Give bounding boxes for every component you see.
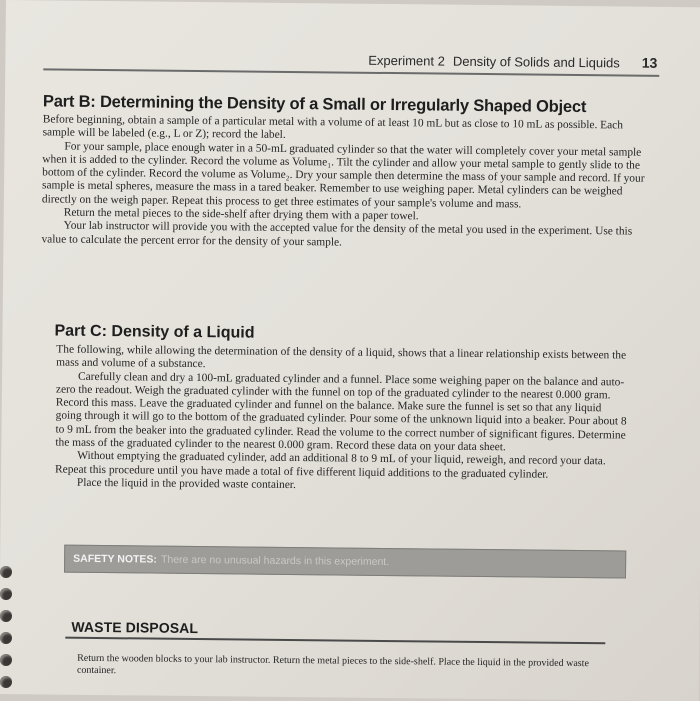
binder-rings — [0, 560, 14, 700]
waste-rule — [65, 637, 605, 645]
binder-ring — [0, 654, 12, 666]
part-c-body — [55, 344, 629, 496]
page-number: 13 — [641, 54, 658, 71]
experiment-label: Experiment 2 — [368, 52, 445, 69]
waste-disposal-text — [77, 653, 617, 683]
waste-paragraph: Return the wooden blocks to your lab instructor. Return the metal pieces to the side-shelf. Place the liquid in the provided waste container. — [76, 652, 589, 677]
running-header — [45, 48, 657, 70]
chapter-title: Density of Solids and Liquids — [452, 53, 620, 71]
part-b-title: Part B: Determining the Density of a Small or Irregularly Shaped Object — [42, 92, 587, 117]
part-b-paragraph: Return the metal pieces to the side-shelf after drying them with a paper towel. — [63, 206, 419, 223]
safety-notes-text: There are no unusual hazards in this experiment. — [160, 553, 390, 569]
part-c-title: Part C: Density of a Liquid — [54, 322, 255, 342]
part-b-paragraph: For your sample, place enough water in a 50-mL graduated cylinder so that the water will completely cover your metal sample when it is added to the cylinder. Record the volume as Volume₁. Tilt the cylinder and allow your metal sample to gently slide to the bottom of the cylinder. Record the volume as Volume₂. Dry your sample then determine the mass of your sample and record. If your sample is metal spheres, measure the mass in a tared beaker. Remember to use weighing paper. Metal cylinders can be weighed directly on the weigh paper. Repeat this process to get three estimates of your sample's volume and mass. — [41, 140, 645, 211]
part-b-paragraph: Before beginning, obtain a sample of a particular metal with a volume of at least 10 mL but as close to 10 mL as possible. Each sample will be labeled (e.g., L or Z); record the label. — [42, 113, 624, 142]
binder-ring — [0, 588, 12, 600]
part-c-paragraph: The following, while allowing the determination of the density of a liquid, shows that a linear relationship exists between the mass and volume of a substance. — [56, 343, 627, 371]
part-b-body — [41, 113, 652, 252]
waste-disposal-title: WASTE DISPOSAL — [71, 618, 199, 637]
part-b-paragraph: Your lab instructor will provide you with the accepted value for the density of the metal you used in the experiment. Use this value to calculate the percent error for the density of your sample. — [41, 219, 633, 249]
binder-ring — [0, 610, 12, 622]
part-c-paragraph: Place the liquid in the provided waste container. — [76, 476, 296, 492]
safety-notes-label: SAFETY NOTES: — [73, 552, 158, 566]
binder-ring — [0, 632, 12, 644]
part-c-paragraph: Without emptying the graduated cylinder, add an additional 8 to 9 mL of your liquid, reweigh, and record your data. Repeat this procedure until you have made a total of five different liquid additions to the graduated cylinder. — [55, 450, 606, 481]
part-c-paragraph: Carefully clean and dry a 100-mL graduated cylinder and a funnel. Place some weighing paper on the balance and auto-zero the readout. Weigh the graduated cylinder with the funnel on top of the graduated cylinder to the nearest 0.000 gram. Record this mass. Leave the graduated cylinder and funnel on the balance. Make sure the funnel is set so that any liquid going through it will go to the bottom of the graduated cylinder. Pour some of the unknown liquid into a beaker. Pour about 8 to 9 mL from the beaker into the graduated cylinder. Read the volume to the correct number of significant figures. Determine the mass of the graduated cylinder to the nearest 0.000 gram. Record these data on your data sheet. — [55, 370, 627, 454]
binder-ring — [0, 566, 12, 578]
binder-ring — [0, 676, 12, 688]
safety-notes-box — [64, 545, 626, 579]
